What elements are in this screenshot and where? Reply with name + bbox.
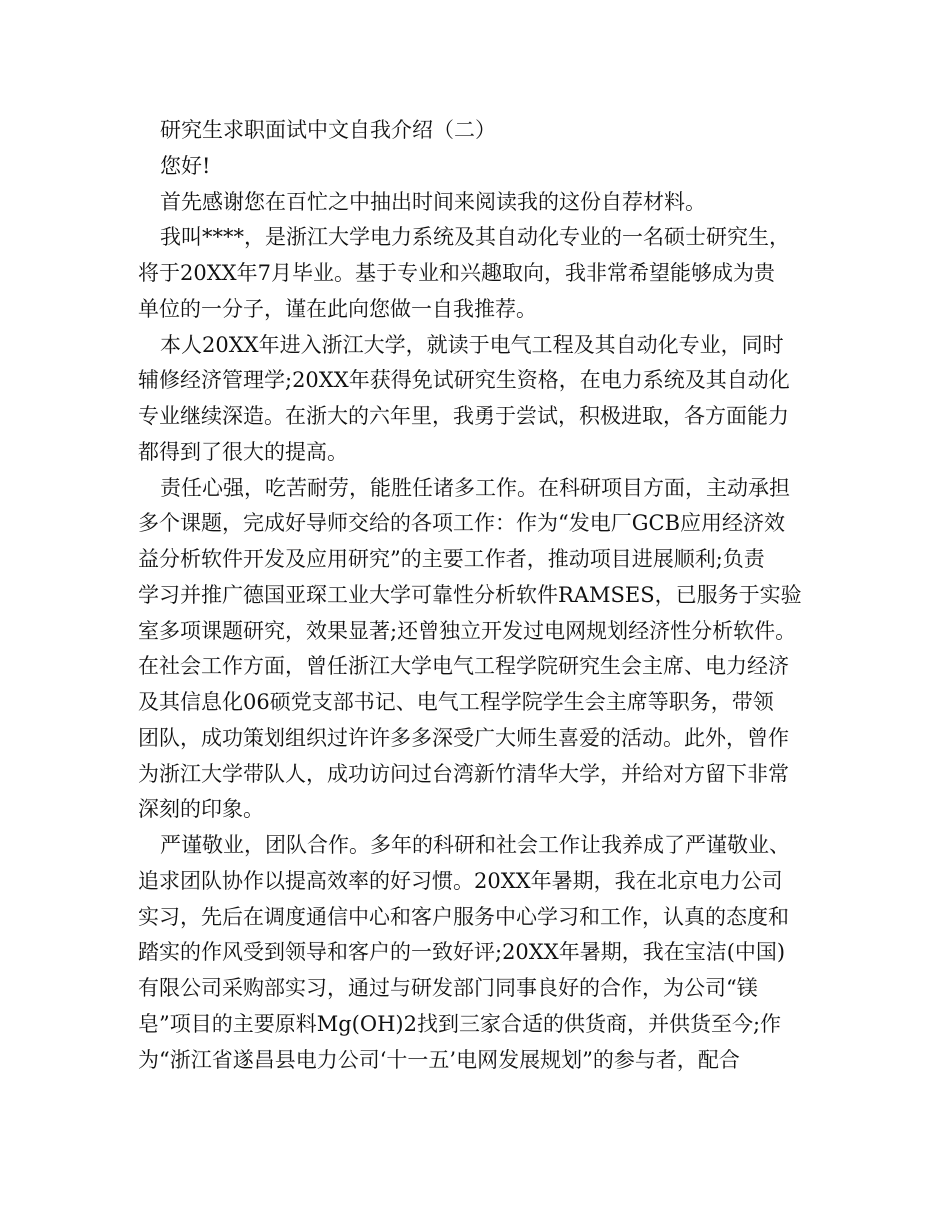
text-line: 责任心强，吃苦耐劳，能胜任诸多工作。在科研项目方面，主动承担 <box>160 475 790 500</box>
text-line: 多个课题，完成好导师交给的各项工作：作为“发电厂GCB应用经济效 <box>138 511 786 536</box>
text-line: 深刻的印象。 <box>138 797 264 822</box>
text-line: 室多项课题研究，效果显著;还曾独立开发过电网规划经济性分析软件。 <box>138 618 797 643</box>
text-line: 皂”项目的主要原料Mg(OH)2找到三家合适的供货商，并供货至今;作 <box>138 1011 782 1036</box>
text-line: 有限公司采购部实习，通过与研发部门同事良好的合作，为公司“镁 <box>138 976 758 1000</box>
text-line: 您好! <box>160 153 211 178</box>
text-line: 严谨敬业，团队合作。多年的科研和社会工作让我养成了严谨敬业、 <box>160 833 790 857</box>
text-line: 为浙江大学带队人，成功访问过台湾新竹清华大学，并给对方留下非常 <box>138 761 789 786</box>
text-line: 益分析软件开发及应用研究”的主要工作者，推动项目进展顺利;负责 <box>138 547 765 571</box>
text-line: 实习，先后在调度通信中心和客户服务中心学习和工作，认真的态度和 <box>138 904 789 929</box>
text-line: 都得到了很大的提高。 <box>138 439 348 464</box>
text-line: 专业继续深造。在浙大的六年里，我勇于尝试，积极进取，各方面能力 <box>138 404 789 428</box>
text-line: 辅修经济管理学;20XX年获得免试研究生资格，在电力系统及其自动化 <box>138 368 790 393</box>
text-line: 踏实的作风受到领导和客户的一致好评;20XX年暑期，我在宝洁(中国) <box>138 940 786 965</box>
document-title: 研究生求职面试中文自我介绍（二） <box>160 118 496 142</box>
text-line: 我叫****，是浙江大学电力系统及其自动化专业的一名硕士研究生， <box>160 225 790 250</box>
text-line: 单位的一分子，谨在此向您做一自我推荐。 <box>138 296 537 321</box>
text-line: 将于20XX年7月毕业。基于专业和兴趣取向，我非常希望能够成为贵 <box>138 261 775 285</box>
text-line: 及其信息化06硕党支部书记、电气工程学院学生会主席等职务，带领 <box>138 690 774 714</box>
text-line: 追求团队协作以提高效率的好习惯。20XX年暑期，我在北京电力公司 <box>138 868 783 893</box>
document-body <box>138 113 828 1078</box>
text-line: 团队，成功策划组织过许许多多深受广大师生喜爱的活动。此外，曾作 <box>138 725 789 750</box>
text-line: 学习并推广德国亚琛工业大学可靠性分析软件RAMSES，已服务于实验 <box>138 582 802 607</box>
text-line: 本人20XX年进入浙江大学，就读于电气工程及其自动化专业，同时 <box>160 332 784 357</box>
text-line: 在社会工作方面，曾任浙江大学电气工程学院研究生会主席、电力经济 <box>138 654 789 679</box>
text-line: 为“浙江省遂昌县电力公司‘十一五’电网发展规划”的参与者，配合 <box>138 1047 740 1072</box>
text-line: 首先感谢您在百忙之中抽出时间来阅读我的这份自荐材料。 <box>160 189 706 214</box>
